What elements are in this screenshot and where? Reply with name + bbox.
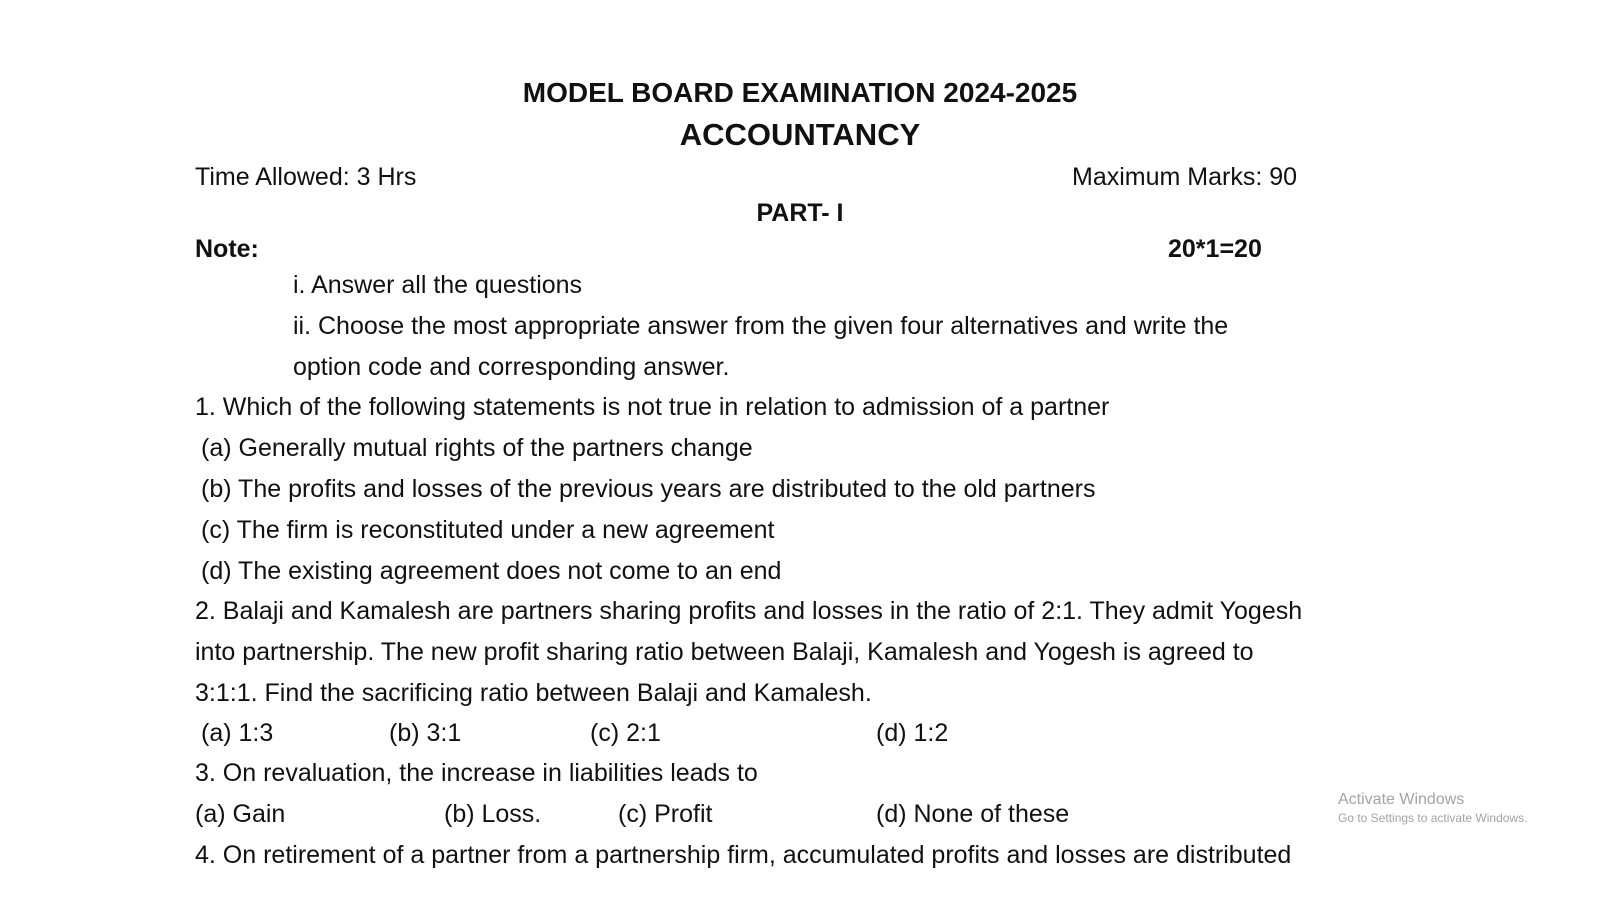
question-3-option-d: (d) None of these — [876, 800, 1070, 828]
exam-title: MODEL BOARD EXAMINATION 2024-2025 — [522, 77, 1078, 108]
activate-windows-subtitle: Go to Settings to activate Windows. — [1338, 811, 1528, 825]
question-1-option-a: (a) Generally mutual rights of the partners change — [201, 434, 753, 462]
subject-title: ACCOUNTANCY — [679, 117, 921, 152]
maximum-marks: Maximum Marks: 90 — [1072, 163, 1298, 191]
question-2-option-c: (c) 2:1 — [590, 719, 661, 747]
instruction-1: i. Answer all the questions — [293, 271, 583, 299]
question-1: 1. Which of the following statements is not true in relation to admission of a partner — [195, 393, 1110, 421]
instruction-2: ii. Choose the most appropriate answer from the given four alternatives and write the — [293, 312, 1229, 340]
question-3-option-c: (c) Profit — [618, 800, 713, 828]
question-2-line-3: 3:1:1. Find the sacrificing ratio between Balaji and Kamalesh. — [195, 679, 872, 707]
question-4: 4. On retirement of a partner from a partnership firm, accumulated profits and losses are distributed — [195, 841, 1292, 869]
question-1-option-d: (d) The existing agreement does not come to an end — [201, 557, 782, 585]
question-1-option-b: (b) The profits and losses of the previous years are distributed to the old partners — [201, 475, 1096, 503]
question-2-option-d: (d) 1:2 — [876, 719, 949, 747]
question-3-option-b: (b) Loss. — [444, 800, 542, 828]
question-2-option-a: (a) 1:3 — [201, 719, 274, 747]
part-heading: PART- I — [756, 199, 844, 227]
question-2-line-1: 2. Balaji and Kamalesh are partners sharing profits and losses in the ratio of 2:1. They admit Yogesh — [195, 597, 1303, 625]
activate-windows-watermark — [1338, 790, 1527, 826]
question-3-option-a: (a) Gain — [195, 800, 286, 828]
question-2-option-b: (b) 3:1 — [389, 719, 462, 747]
question-3: 3. On revaluation, the increase in liabilities leads to — [195, 759, 758, 787]
question-2-line-2: into partnership. The new profit sharing ratio between Balaji, Kamalesh and Yogesh is agreed to — [195, 638, 1254, 666]
question-1-option-c: (c) The firm is reconstituted under a new agreement — [201, 516, 775, 544]
marks-scheme: 20*1=20 — [1168, 235, 1262, 263]
time-allowed: Time Allowed: 3 Hrs — [195, 163, 417, 191]
note-label: Note: — [195, 235, 259, 263]
activate-windows-title: Activate Windows — [1338, 791, 1465, 808]
instruction-2-continued: option code and corresponding answer. — [293, 353, 730, 381]
